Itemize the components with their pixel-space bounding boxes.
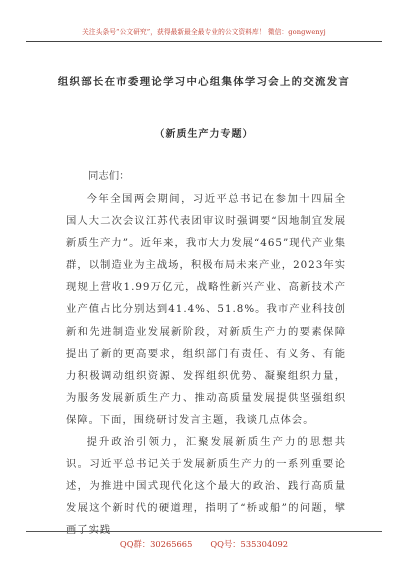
footer-divider bbox=[26, 531, 382, 532]
footer bbox=[0, 538, 408, 550]
document-title: 组织部长在市委理论学习中心组集体学习会上的交流发言 bbox=[57, 76, 351, 88]
paragraph-1: 今年全国两会期间，习近平总书记在参加十四届全国人大二次会议江苏代表团审议时强调要“因地制宜发展新质生产力”。近年来，我市大力发展“465”现代产业集群，以制造业为主战场，积极布局未来产业，2023年实现规上营收1.99万亿元，战略性新兴产业、高新技术产业产值占比分别达到41.4%、51.8%。我市产业科技创新和先进制造业发展新阶段，对新质生产力的要素保障提出了新的更高要求，组织部门有责任、有义务、有能力积极调动组织资源、发挥组织优势、凝聚组织力量，为服务发展新质生产力、推动高质量发展提供坚强组织保障。下面，围绕研讨发言主题，我谈几点体会。 bbox=[66, 193, 346, 426]
document-subtitle: （新质生产力专题） bbox=[154, 129, 254, 140]
body-text bbox=[66, 188, 346, 542]
header-banner: 关注头条号“公文研究”，获得最新最全最专业的公文资料库！ 微信：gongwenyj bbox=[82, 28, 326, 36]
paragraph-2: 提升政治引领力，汇聚发展新质生产力的思想共识。习近平总书记关于发展新质生产力的一系列重要论述，为推进中国式现代化这个最大的政治、践行高质量发展这个新时代的硬道理，指明了“桥或船”的问题，擘 bbox=[66, 436, 346, 515]
qq-number: QQ号：535304092 bbox=[210, 539, 289, 549]
qq-group: QQ群：30265665 bbox=[119, 539, 193, 549]
salutation: 同志们： bbox=[88, 170, 130, 182]
header-divider bbox=[26, 41, 382, 42]
